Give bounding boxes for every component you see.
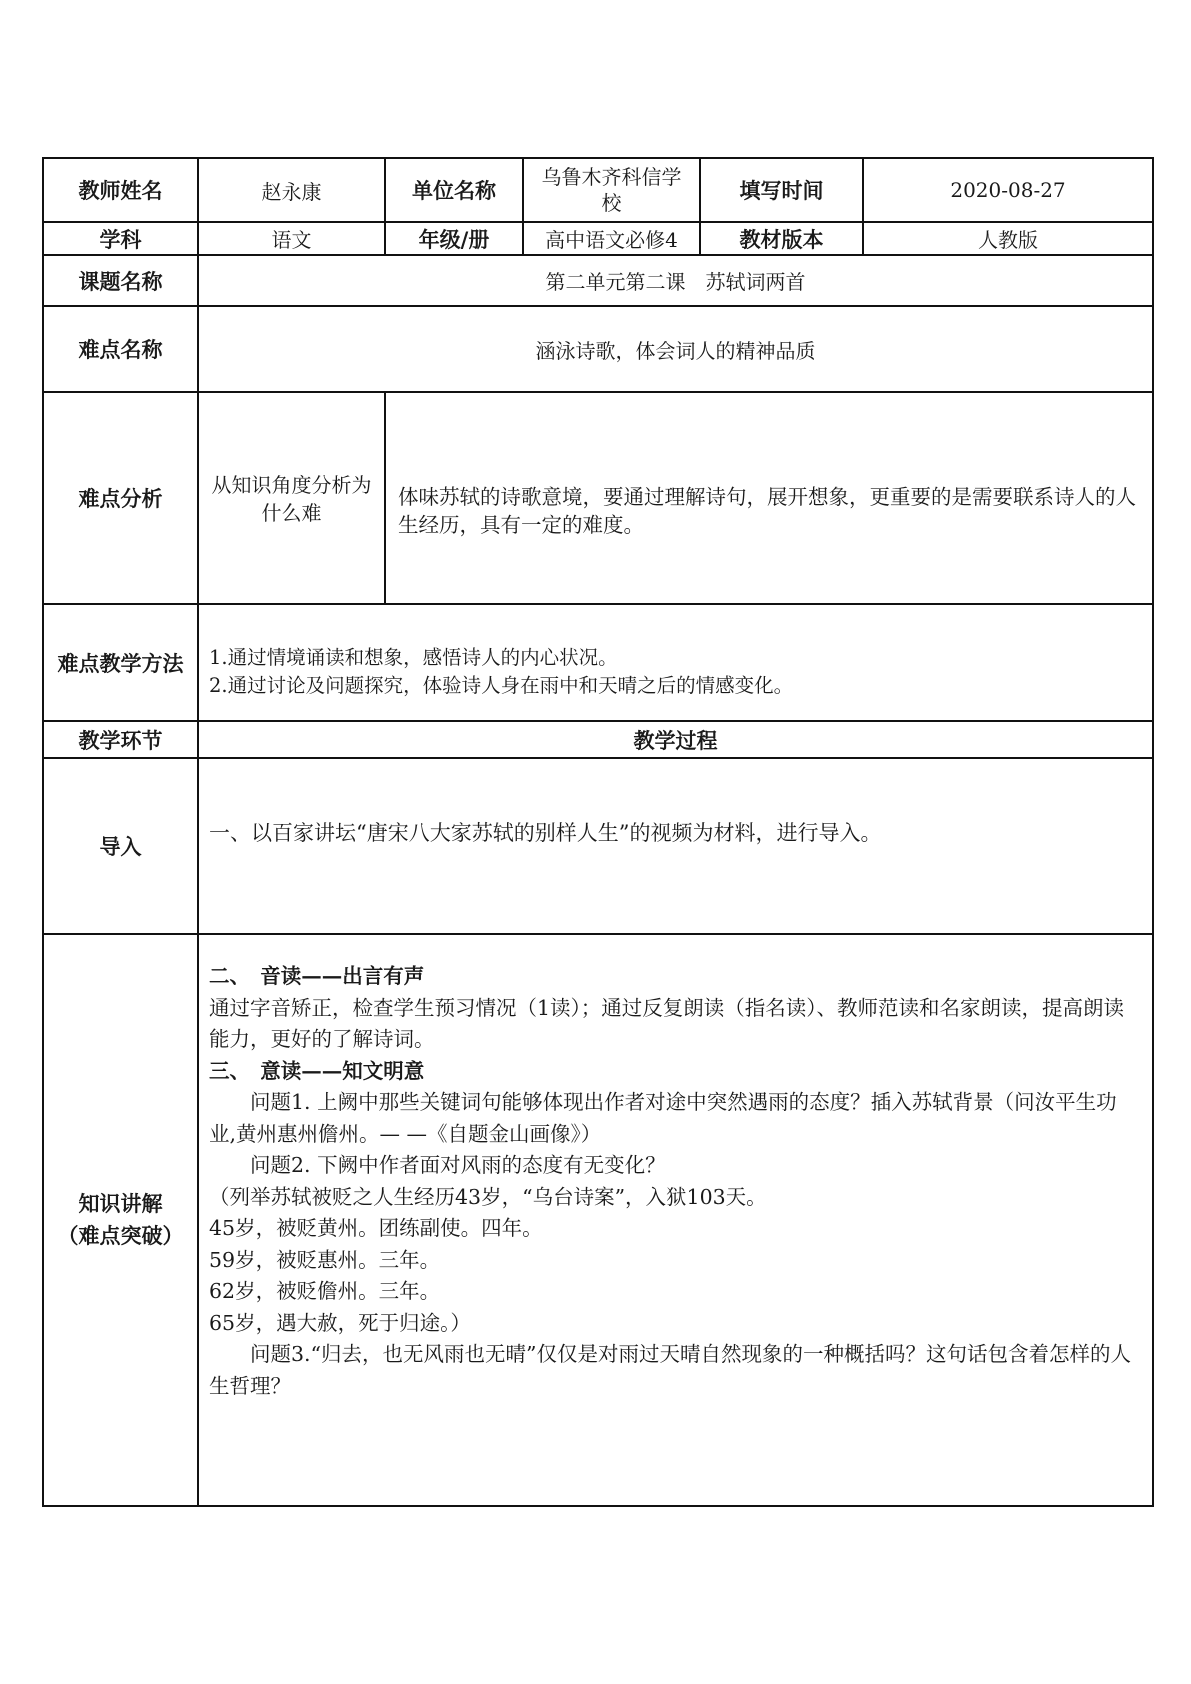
knowledge-line: 通过字音矫正，检查学生预习情况（1读）；通过反复朗读（指名读）、教师范读和名家朗读，提高朗读能力，更好的了解诗词。: [209, 995, 1125, 1051]
edition-label: 教材版本: [739, 227, 824, 252]
analysis-text: 体味苏轼的诗歌意境，要通过理解诗句，展开想象，更重要的是需要联系诗人的人生经历，具有一定的难度。: [398, 485, 1136, 537]
intro-label: 导入: [99, 835, 142, 859]
table-rule: [42, 757, 1154, 759]
knowledge-line: 59岁，被贬惠州。三年。: [209, 1247, 441, 1272]
intro-text: 一、以百家讲坛“唐宋八大家苏轼的别样人生”的视频为材料，进行导入。: [209, 821, 882, 845]
knowledge-line: 45岁，被贬黄州。团练副使。四年。: [209, 1216, 543, 1240]
section-heading: 三、 意读——知文明意: [209, 1058, 425, 1083]
edition-value: 人教版: [978, 228, 1038, 252]
table-rule: [42, 933, 1154, 935]
knowledge-line: 62岁，被贬儋州。三年。: [209, 1279, 441, 1303]
process-header: 教学过程: [633, 728, 718, 753]
topic-label: 课题名称: [78, 269, 163, 294]
unit-name-value: 乌鲁木齐科信学校: [541, 165, 682, 215]
grade-value: 高中语文必修4: [545, 228, 678, 252]
teacher-name-label: 教师姓名: [78, 179, 163, 203]
subject-label: 学科: [99, 227, 142, 252]
question-line: 问题3.“归去，也无风雨也无晴”仅仅是对雨过天晴自然现象的一种概括吗？这句话包含着怎样的人生哲理？: [209, 1342, 1132, 1398]
lesson-plan-table: [42, 157, 1154, 1507]
table-rule: [1152, 157, 1154, 1507]
knowledge-line: （列举苏轼被贬之人生经历43岁，“乌台诗案”，入狱103天。: [209, 1184, 767, 1209]
table-rule: [42, 1505, 1154, 1507]
difficulty-label: 难点名称: [78, 338, 163, 362]
fill-date-value: 2020-08-27: [950, 178, 1066, 202]
table-rule: [42, 603, 1154, 605]
method-line: 2.通过讨论及问题探究，体验诗人身在雨中和天晴之后的情感变化。: [209, 674, 794, 697]
difficulty-value: 涵泳诗歌，体会词人的精神品质: [535, 338, 816, 363]
unit-name-label: 单位名称: [412, 179, 496, 203]
knowledge-label-line: 知识讲解: [78, 1192, 163, 1216]
question-line: 问题1. 上阙中那些关键词句能够体现出作者对途中突然遇雨的态度？插入苏轼背景（问汝平生功业,黄州惠州儋州。— —《自题金山画像》）: [209, 1090, 1117, 1146]
knowledge-label-line: （难点突破）: [57, 1224, 184, 1248]
question-line: 问题2. 下阙中作者面对风雨的态度有无变化？: [250, 1153, 666, 1177]
subject-value: 语文: [271, 228, 312, 252]
analysis-sublabel: 从知识角度分析为什么难: [211, 473, 372, 525]
fill-date-label: 填写时间: [739, 179, 824, 203]
topic-value: 第二单元第二课 苏轼词两首: [545, 270, 806, 294]
stage-header: 教学环节: [78, 728, 163, 753]
method-lines: [199, 644, 1152, 700]
knowledge-label: [44, 935, 197, 1505]
teacher-name-value: 赵永康: [261, 179, 322, 204]
grade-label: 年级/册: [418, 227, 490, 252]
knowledge-content: [199, 961, 1152, 1402]
knowledge-line: 65岁，遇大赦，死于归途。）: [209, 1310, 471, 1335]
method-line: 1.通过情境诵读和想象，感悟诗人的内心状况。: [209, 646, 618, 669]
analysis-label: 难点分析: [78, 487, 163, 511]
section-heading: 二、 音读——出言有声: [209, 964, 425, 988]
method-label: 难点教学方法: [57, 651, 184, 676]
